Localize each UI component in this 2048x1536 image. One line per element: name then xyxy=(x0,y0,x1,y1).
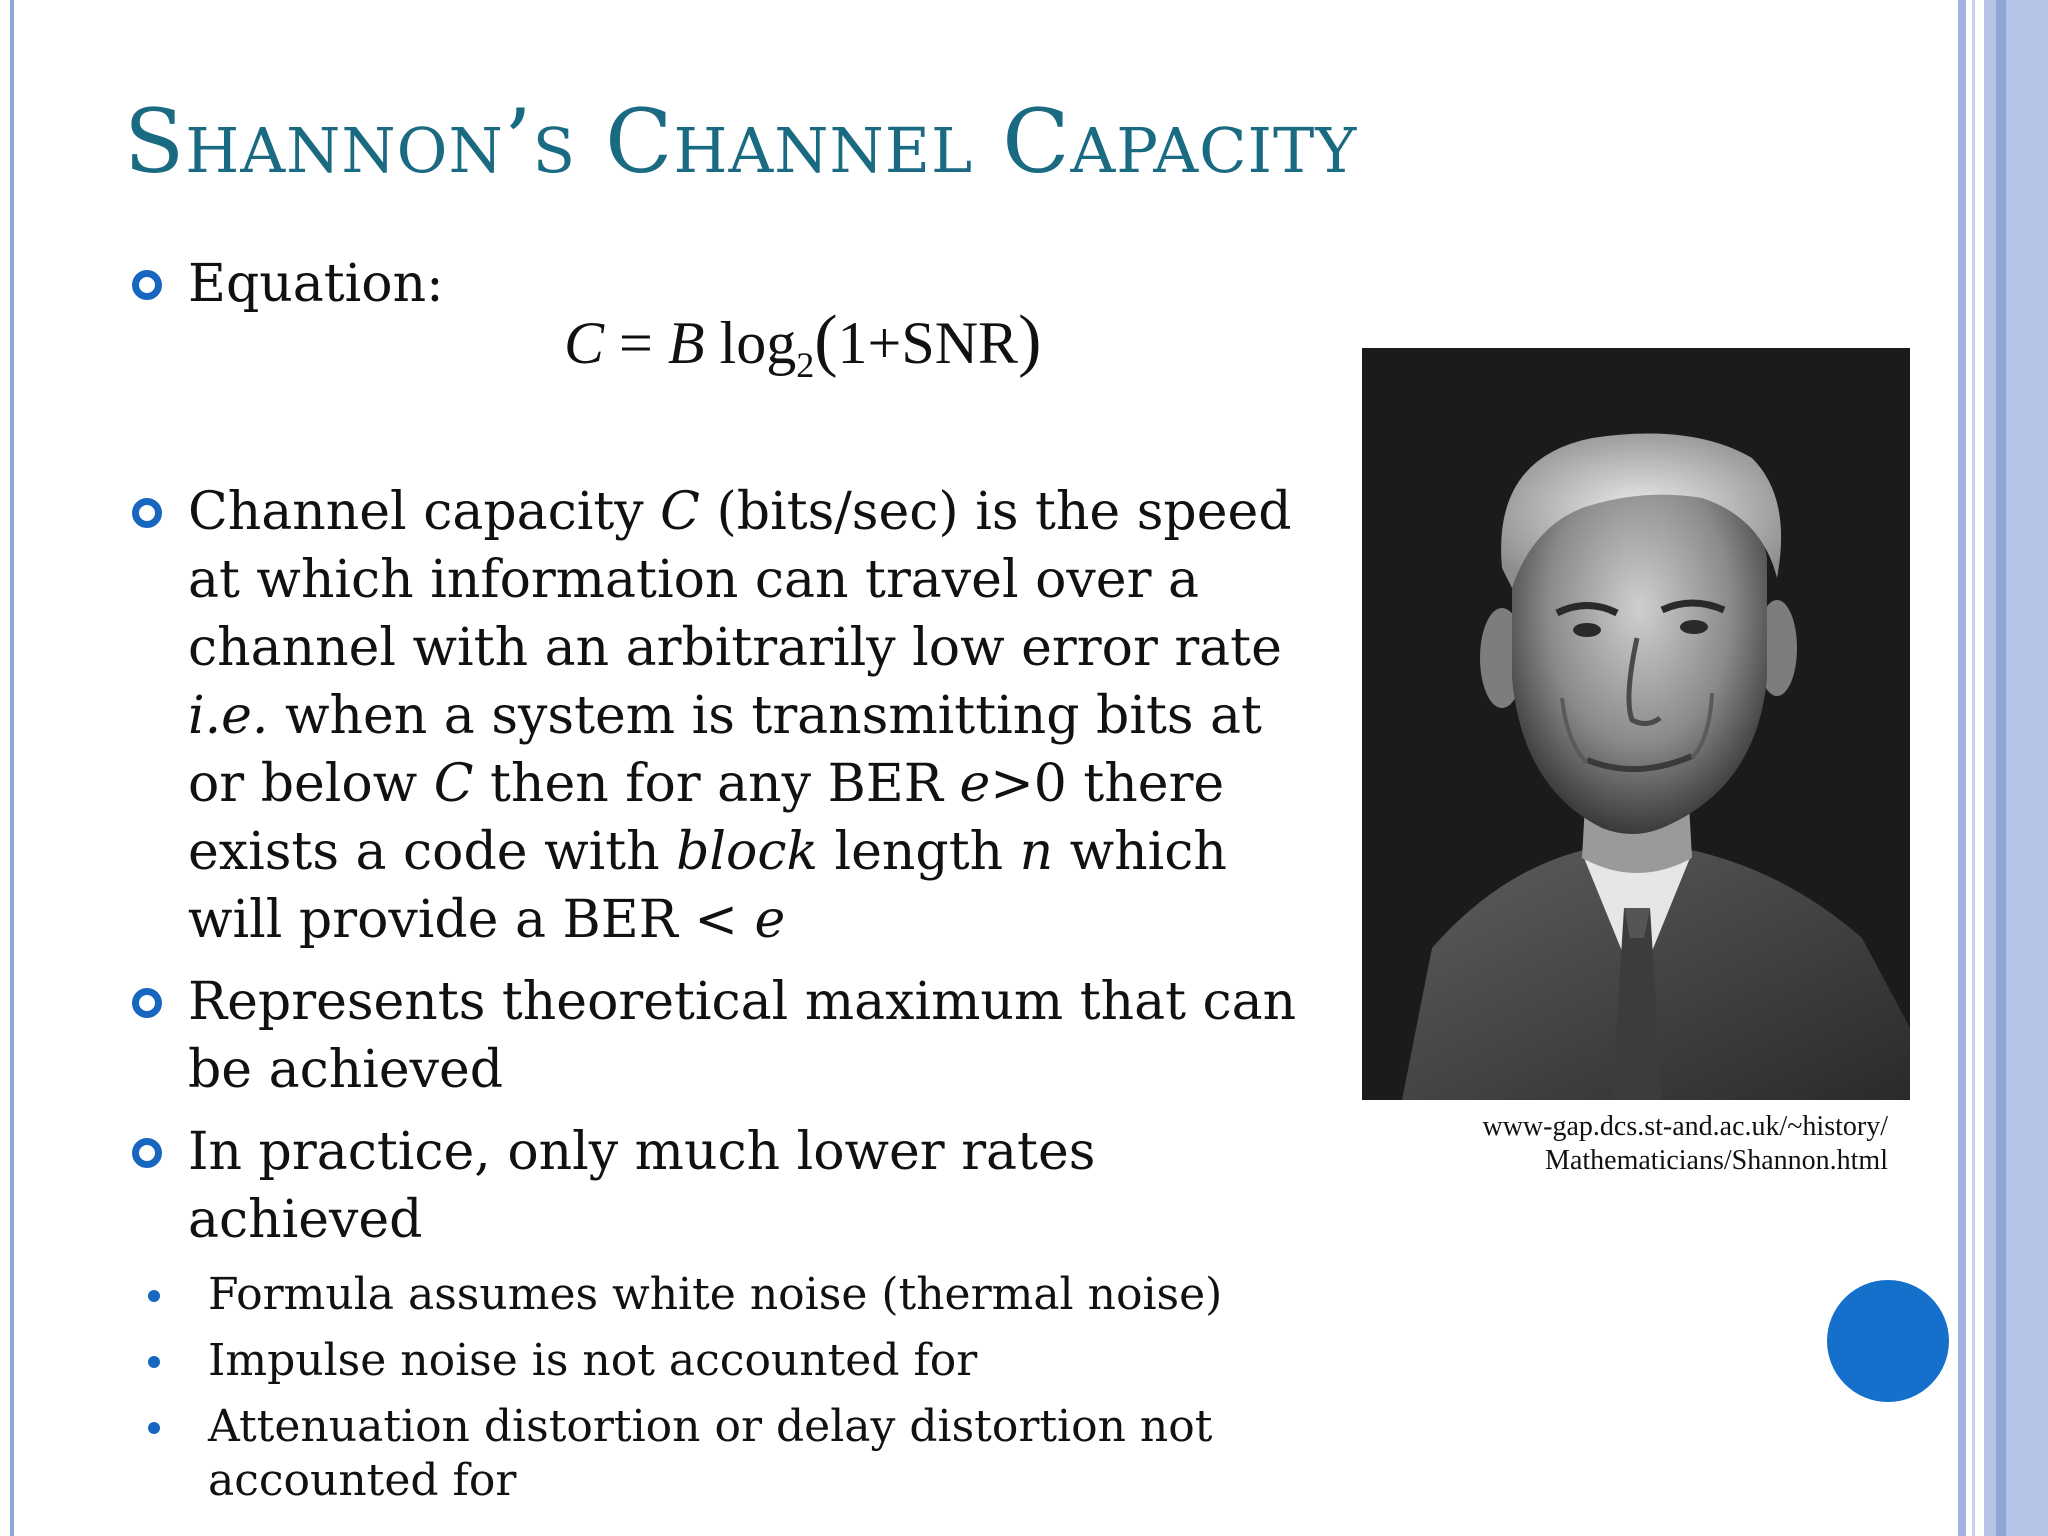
sub-bullet-dot-icon xyxy=(148,1290,160,1302)
theoretical-text: Represents theoretical maximum that can be achieved xyxy=(188,972,1297,1100)
capacity-equation xyxy=(564,302,1324,386)
bullet-theoretical xyxy=(124,968,1324,1104)
eq-one: 1 xyxy=(837,310,868,376)
eq-open-paren: ( xyxy=(814,302,838,379)
sub-bullet-dot-icon xyxy=(148,1356,160,1368)
bullet-circle-icon xyxy=(132,1138,162,1168)
portrait-illustration xyxy=(1362,348,1910,1100)
blue-circle-icon xyxy=(1827,1280,1949,1402)
right-border-line xyxy=(1972,0,1975,1536)
caption-line: Mathematicians/Shannon.html xyxy=(1545,1145,1888,1176)
photo-caption xyxy=(1330,1110,1888,1178)
eq-equals: = xyxy=(619,310,653,376)
eq-bandwidth: B xyxy=(667,310,705,376)
capacity-text: Channel capacity C (bits/sec) is the speed at which information can travel over a channel with an arbitrarily low error rate i.e. when a system is transmitting bits at or below C then for any BER e>0 there exists a code with block length n which will provide a BER < e xyxy=(188,482,1292,950)
sub-bullet-dot-icon xyxy=(148,1422,160,1434)
bullet-circle-icon xyxy=(132,270,162,300)
bullet-circle-icon xyxy=(132,988,162,1018)
eq-snr: SNR xyxy=(901,310,1019,376)
bullet-circle-icon xyxy=(132,498,162,528)
sub-bullet-list xyxy=(124,1268,1324,1508)
eq-plus: + xyxy=(867,310,902,376)
eq-log: log xyxy=(719,310,797,376)
bullet-practice xyxy=(124,1118,1324,1254)
eq-log-base: 2 xyxy=(796,345,815,385)
slide-title: Shannon’s Channel Capacity xyxy=(124,90,1358,193)
sub-bullet-item: Impulse noise is not accounted for xyxy=(208,1334,1324,1388)
right-border-stripe xyxy=(1996,0,2006,1536)
eq-lhs: C xyxy=(564,310,605,376)
left-border xyxy=(10,0,14,1536)
equation-label: Equation: xyxy=(188,254,444,314)
bullet-capacity xyxy=(124,478,1324,954)
right-border-inner xyxy=(1958,0,1966,1536)
sub-bullet-item: Formula assumes white noise (thermal noise) xyxy=(208,1268,1324,1322)
caption-line: www-gap.dcs.st-and.ac.uk/~history/ xyxy=(1482,1111,1888,1142)
eq-close-paren: ) xyxy=(1018,302,1042,379)
practice-text: In practice, only much lower rates achieved xyxy=(188,1122,1096,1250)
right-border-outer xyxy=(1984,0,2048,1536)
sub-bullet-item: Attenuation distortion or delay distortion not accounted for xyxy=(208,1400,1324,1508)
slide-content xyxy=(124,250,1324,1520)
shannon-portrait-image xyxy=(1362,348,1910,1100)
bullet-equation xyxy=(124,250,1324,318)
